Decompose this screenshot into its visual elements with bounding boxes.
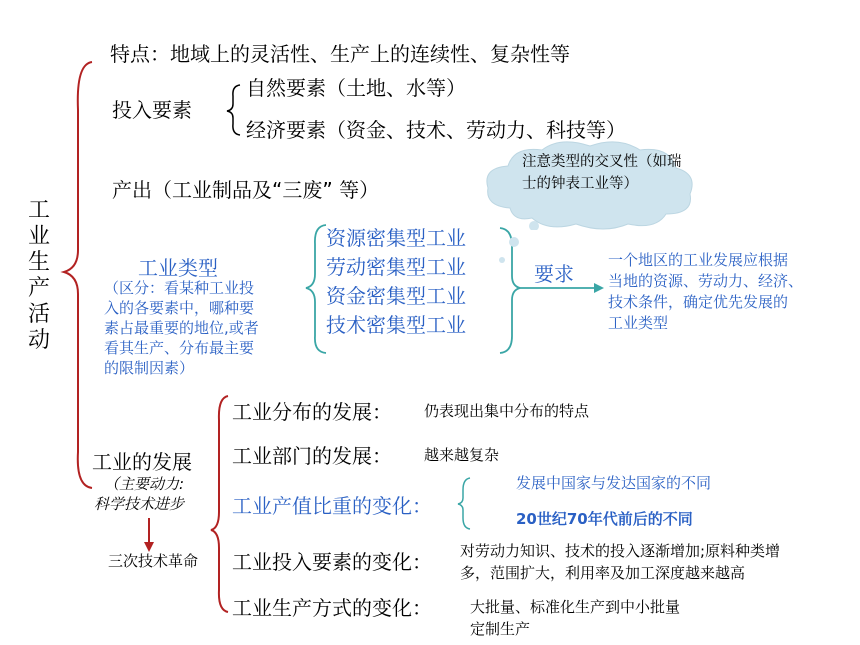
diagram-title: 工 业 生 产 活 动: [27, 198, 50, 353]
types-note: （区分：看某种工业投 入的各要素中，哪种要 素占最重要的地位,或者 看其生产、分布最主要 的限制因素）: [104, 279, 259, 377]
dev-item-detail: 对劳动力知识、技术的投入逐渐增加;原料种类增 多，范围扩大，利用率及加工深度越来越高: [460, 542, 781, 582]
requirement-arrowhead: [594, 283, 604, 293]
types-label: 工业类型: [138, 256, 218, 280]
dev-item-head: 工业产值比重的变化：: [232, 494, 432, 518]
requirement-label: 要求: [534, 262, 574, 286]
dev-item-head: 工业投入要素的变化：: [232, 550, 432, 574]
dev-item-detail: 越来越复杂: [424, 446, 500, 464]
inputs-label: 投入要素: [112, 98, 192, 122]
dev-item-head: 工业分布的发展：: [232, 400, 392, 424]
types-list: [326, 224, 506, 340]
dev-item-detail: 大批量、标准化生产到中小批量 定制生产: [470, 598, 681, 638]
dev-item-head: 工业生产方式的变化：: [232, 596, 432, 620]
economic-inputs: 经济要素（资金、技术、劳动力、科技等）: [246, 118, 626, 142]
dev-item-head: 工业部门的发展：: [232, 444, 392, 468]
output-text: 产出（工业制品及“三废” 等）: [112, 178, 380, 202]
revolution-text: 三次技术革命: [108, 552, 199, 570]
dev-item-detail: 仍表现出集中分布的特点: [424, 402, 590, 420]
type-item: 资金密集型工业: [326, 284, 466, 308]
dev-item-detail: 发展中国家与发达国家的不同: [516, 474, 712, 492]
main-brace: [64, 62, 92, 488]
features-text: 特点：地域上的灵活性、生产上的连续性、复杂性等: [110, 42, 570, 66]
type-item: 资源密集型工业: [326, 226, 466, 250]
cloud-note: 注意类型的交叉性（如瑞士的钟表工业等）: [522, 154, 682, 192]
inputs-brace: [227, 85, 240, 135]
natural-inputs: 自然要素（土地、水等）: [246, 76, 466, 100]
dev-item-detail: 20世纪70年代前后的不同: [516, 510, 693, 528]
development-label: 工业的发展: [92, 450, 192, 474]
type-item: 技术密集型工业: [326, 313, 466, 337]
requirement-text: 一个地区的工业发展应根据 当地的资源、劳动力、经济、 技术条件，确定优先发展的 工业类型: [608, 251, 804, 332]
types-brace: [306, 225, 326, 353]
type-item: 劳动密集型工业: [326, 255, 466, 279]
development-motive: （主要动力: 科学技术进步: [94, 475, 185, 513]
share-brace: [458, 478, 470, 529]
